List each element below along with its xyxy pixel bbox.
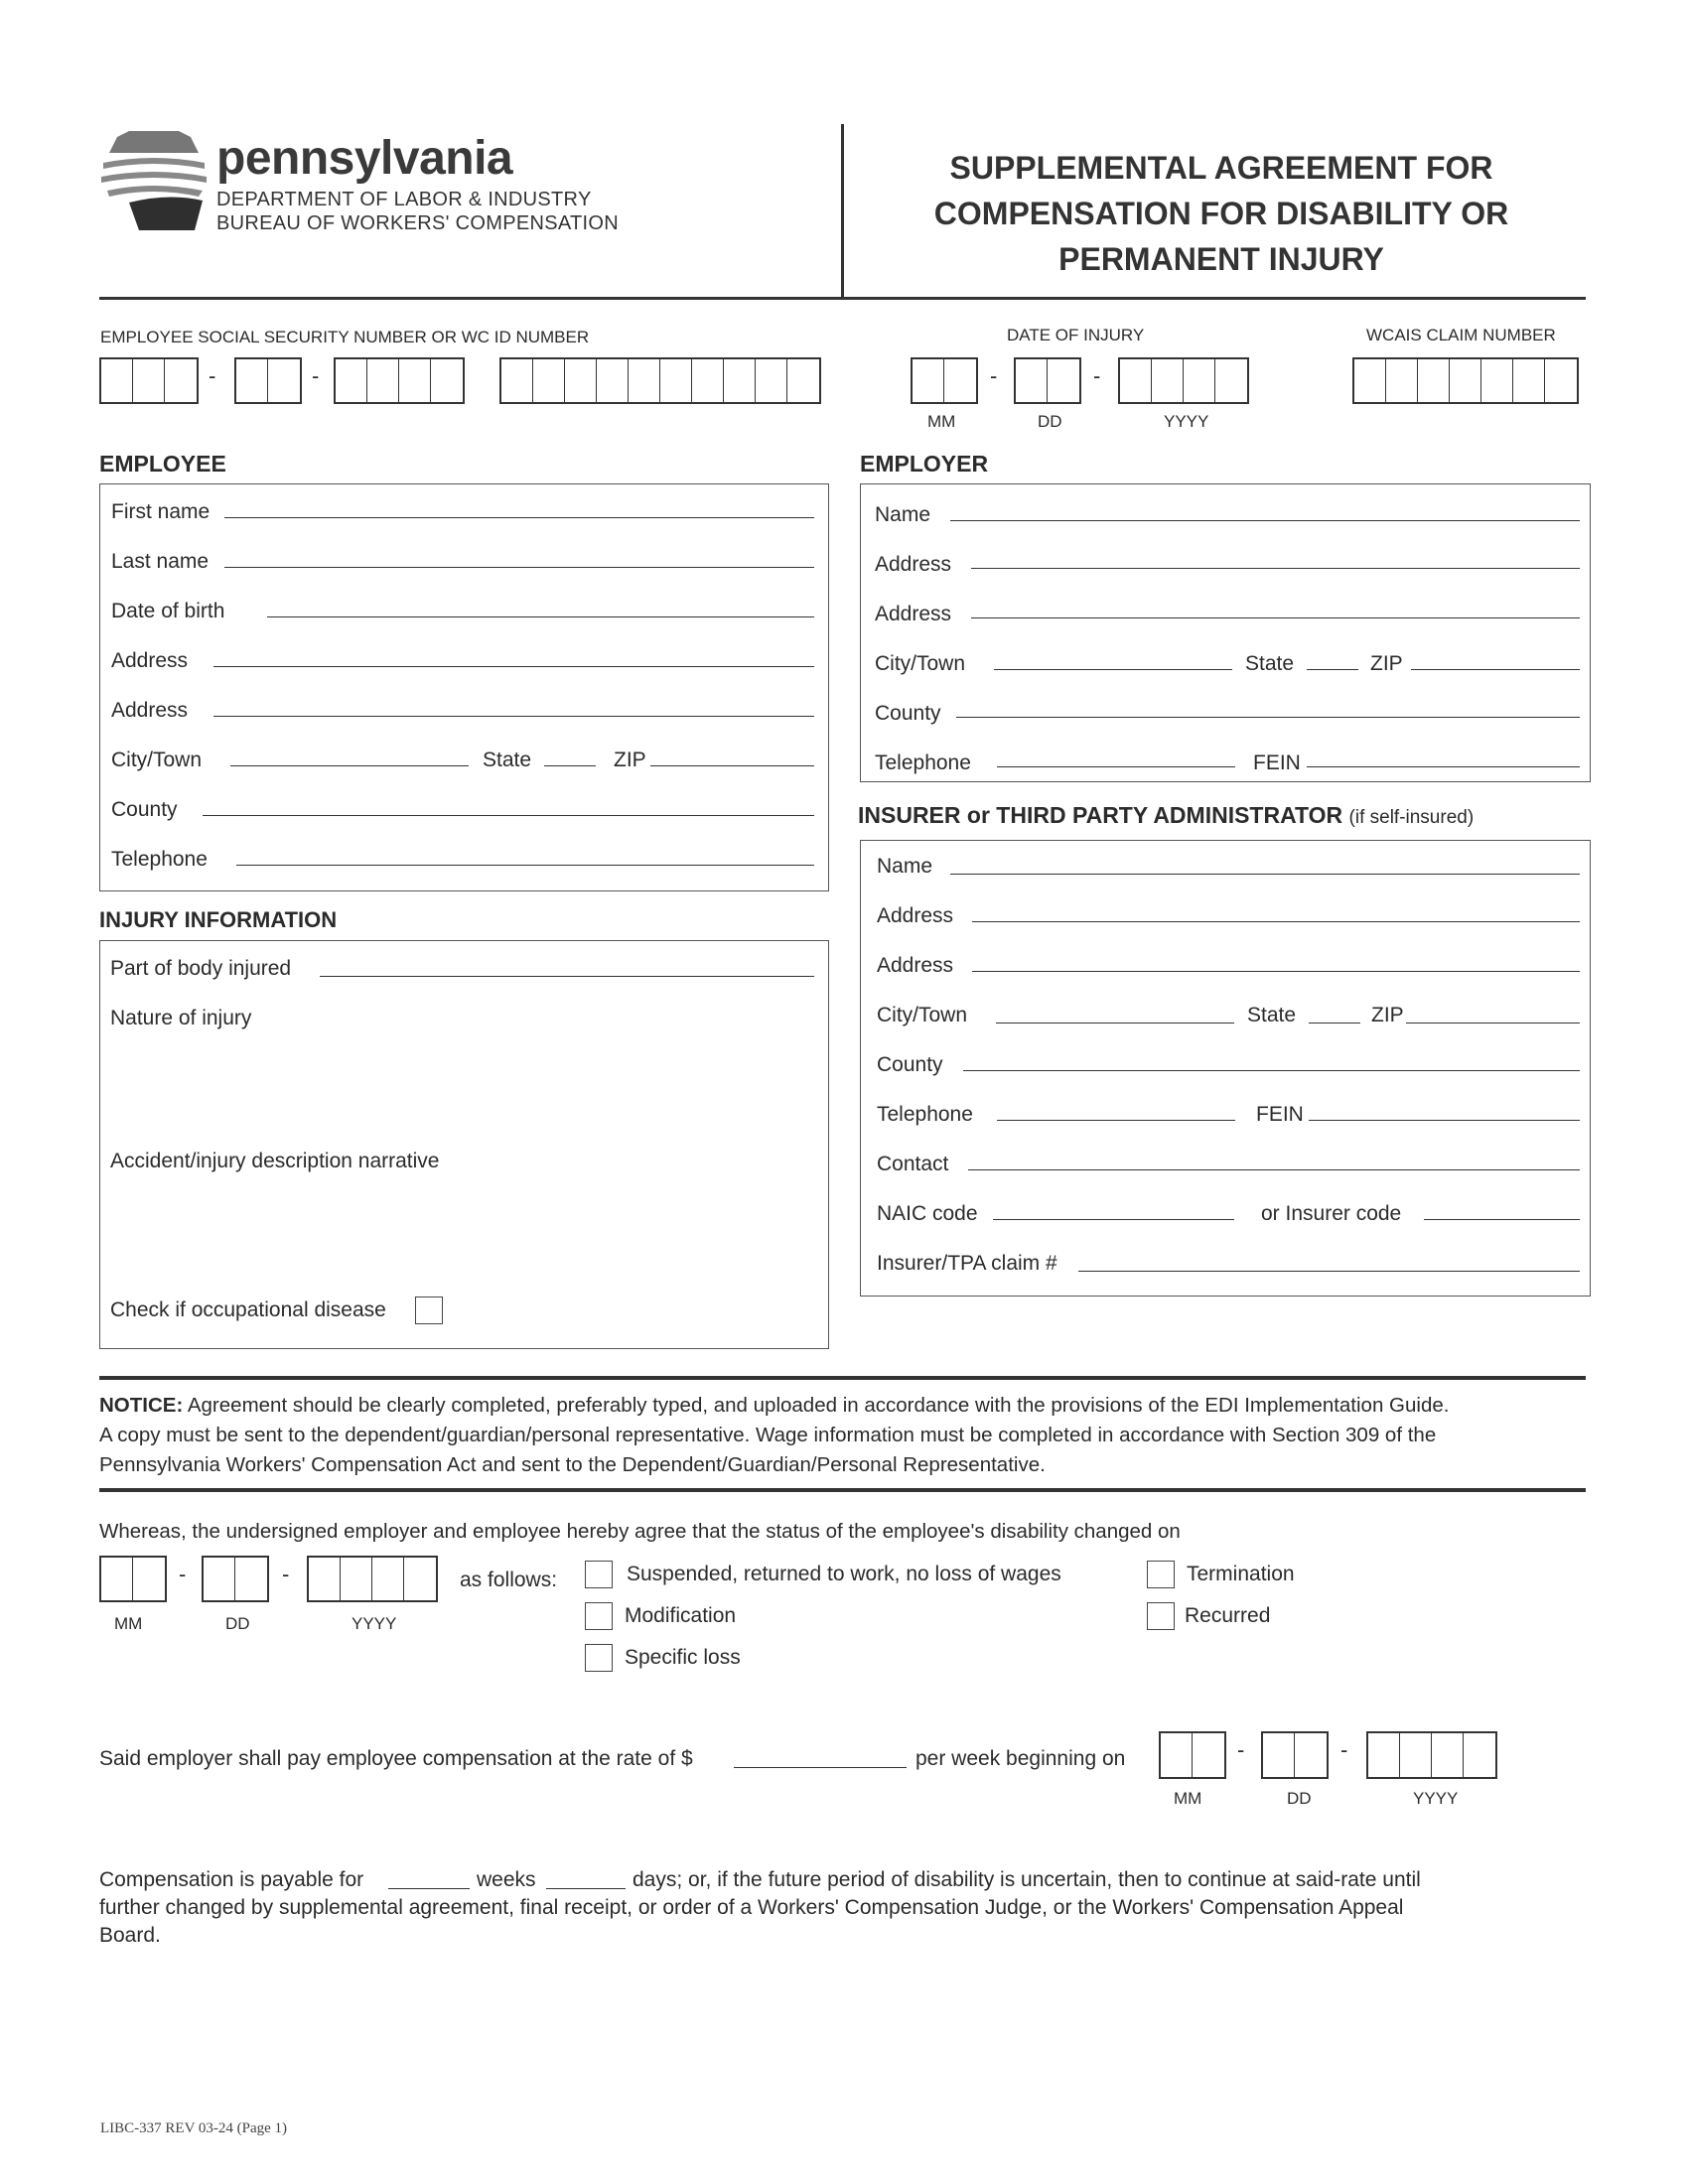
ssn-part-3-boxes[interactable] <box>334 357 465 404</box>
change-mm-caption: MM <box>114 1614 143 1633</box>
bureau-name: BUREAU OF WORKERS' COMPENSATION <box>216 212 620 234</box>
rate-suffix-text: per week beginning on <box>915 1747 1126 1770</box>
insurer-code-label: or Insurer code <box>1261 1202 1402 1225</box>
employee-address1-label: Address <box>111 649 189 672</box>
employee-first-name-field[interactable] <box>224 517 814 518</box>
begin-dd-boxes[interactable] <box>1261 1731 1329 1779</box>
recurred-checkbox[interactable] <box>1147 1602 1175 1630</box>
employer-city-field[interactable] <box>994 669 1232 670</box>
employee-city-label: City/Town <box>111 749 203 771</box>
insurer-claim-label: Insurer/TPA claim # <box>877 1252 1057 1275</box>
notice-line-3: Pennsylvania Workers' Compensation Act and sent to the Dependent/Guardian/Personal Representative. <box>99 1453 1046 1476</box>
insurer-city-field[interactable] <box>996 1023 1234 1024</box>
specific-loss-label: Specific loss <box>625 1646 741 1669</box>
doi-dash-2: - <box>1093 363 1101 388</box>
begin-dd-caption: DD <box>1287 1789 1312 1808</box>
employer-zip-label: ZIP <box>1370 652 1403 675</box>
employer-city-label: City/Town <box>875 652 966 675</box>
doi-yyyy-boxes[interactable] <box>1118 357 1249 404</box>
insurer-fein-label: FEIN <box>1256 1103 1304 1126</box>
employee-dob-field[interactable] <box>267 616 814 617</box>
employer-fein-field[interactable] <box>1307 766 1580 767</box>
insurer-address2-label: Address <box>877 954 954 977</box>
notice-bold: NOTICE: <box>99 1394 184 1417</box>
termination-label: Termination <box>1187 1563 1295 1585</box>
insurer-county-label: County <box>877 1053 943 1076</box>
header-divider <box>841 124 844 298</box>
notice-bottom-rule <box>99 1488 1586 1492</box>
body-part-field[interactable] <box>320 976 814 977</box>
specific-loss-checkbox[interactable] <box>585 1644 613 1672</box>
employee-last-name-field[interactable] <box>224 567 814 568</box>
insurer-naic-label: NAIC code <box>877 1202 978 1225</box>
ssn-part-1-boxes[interactable] <box>99 357 199 404</box>
employer-address1-field[interactable] <box>971 568 1580 569</box>
change-yyyy-caption: YYYY <box>352 1614 397 1633</box>
insurer-address1-field[interactable] <box>972 921 1580 922</box>
doi-dd-caption: DD <box>1038 412 1062 431</box>
employer-fein-label: FEIN <box>1253 751 1301 774</box>
notice-line-1-text: Agreement should be clearly completed, preferably typed, and uploaded in accordance with the provisions of the EDI Implementation Guide. <box>187 1394 1450 1417</box>
employer-section-title: EMPLOYER <box>860 451 989 477</box>
employee-dob-label: Date of birth <box>111 600 225 622</box>
nature-of-injury-label: Nature of injury <box>110 1007 252 1029</box>
notice-line-2: A copy must be sent to the dependent/guardian/personal representative. Wage information must be completed in accordance with Section 309 of the <box>99 1424 1437 1446</box>
suspended-label: Suspended, returned to work, no loss of wages <box>627 1563 1061 1585</box>
insurer-address1-label: Address <box>877 904 954 927</box>
employee-zip-label: ZIP <box>614 749 646 771</box>
insurer-name-label: Name <box>877 855 933 878</box>
change-dash-2: - <box>282 1562 290 1586</box>
insurer-section-title-note: (if self-insured) <box>1348 807 1475 828</box>
date-of-injury-label: DATE OF INJURY <box>1007 326 1145 344</box>
doi-yyyy-caption: YYYY <box>1164 412 1209 431</box>
whereas-text: Whereas, the undersigned employer and employee hereby agree that the status of the employee's disability changed on <box>99 1520 1181 1543</box>
wc-id-boxes[interactable] <box>499 357 821 404</box>
termination-checkbox[interactable] <box>1147 1561 1175 1588</box>
insurer-contact-field[interactable] <box>968 1169 1580 1170</box>
employee-address1-field[interactable] <box>213 666 814 667</box>
begin-yyyy-caption: YYYY <box>1413 1789 1459 1808</box>
body-part-label: Part of body injured <box>110 957 292 980</box>
employer-address1-label: Address <box>875 553 952 576</box>
insurer-telephone-field[interactable] <box>997 1120 1235 1121</box>
occupational-disease-label: Check if occupational disease <box>110 1298 386 1321</box>
narrative-label: Accident/injury description narrative <box>110 1150 440 1172</box>
comp-prefix-text: Compensation is payable for <box>99 1868 364 1891</box>
recurred-label: Recurred <box>1185 1604 1271 1627</box>
insurer-zip-label: ZIP <box>1371 1004 1404 1026</box>
form-title-line-1: SUPPLEMENTAL AGREEMENT FOR <box>949 150 1493 186</box>
form-title-line-3: PERMANENT INJURY <box>1058 241 1384 277</box>
change-yyyy-boxes[interactable] <box>307 1556 438 1602</box>
begin-dash-1: - <box>1237 1737 1245 1762</box>
insurer-name-field[interactable] <box>950 874 1580 875</box>
employer-county-label: County <box>875 702 941 725</box>
modification-checkbox[interactable] <box>585 1602 613 1630</box>
rate-amount-field[interactable] <box>734 1767 907 1768</box>
employee-city-field[interactable] <box>230 765 469 766</box>
employee-first-name-label: First name <box>111 500 211 523</box>
doi-mm-boxes[interactable] <box>911 357 978 404</box>
insurer-claim-field[interactable] <box>1078 1271 1580 1272</box>
employer-state-label: State <box>1245 652 1295 675</box>
as-follows-label: as follows: <box>460 1569 558 1591</box>
employer-name-field[interactable] <box>950 520 1580 521</box>
injury-section-title: INJURY INFORMATION <box>99 907 338 932</box>
rate-prefix-text: Said employer shall pay employee compensation at the rate of $ <box>99 1747 693 1770</box>
insurer-county-field[interactable] <box>963 1070 1580 1071</box>
insurer-state-label: State <box>1247 1004 1297 1026</box>
employee-state-field[interactable] <box>544 765 596 766</box>
comp-line-3: Board. <box>99 1924 161 1947</box>
insurer-contact-label: Contact <box>877 1153 949 1175</box>
employee-last-name-label: Last name <box>111 550 210 573</box>
employee-address2-label: Address <box>111 699 189 722</box>
wcais-label: WCAIS CLAIM NUMBER <box>1366 326 1556 344</box>
employer-county-field[interactable] <box>956 717 1580 718</box>
form-title-line-2: COMPENSATION FOR DISABILITY OR <box>933 196 1509 231</box>
employee-section-title: EMPLOYEE <box>99 451 226 477</box>
insurer-zip-field[interactable] <box>1406 1023 1580 1024</box>
notice-top-rule <box>99 1376 1586 1380</box>
modification-label: Modification <box>625 1604 737 1627</box>
insurer-address2-field[interactable] <box>972 971 1580 972</box>
ssn-label: EMPLOYEE SOCIAL SECURITY NUMBER OR WC ID NUMBER <box>100 328 590 346</box>
employer-address2-field[interactable] <box>971 617 1580 618</box>
change-mm-boxes[interactable] <box>99 1556 167 1602</box>
employee-zip-field[interactable] <box>650 765 814 766</box>
ssn-dash-2: - <box>312 363 320 388</box>
employer-telephone-label: Telephone <box>875 751 971 774</box>
nature-of-injury-area[interactable] <box>110 1036 815 1146</box>
change-dd-caption: DD <box>225 1614 250 1633</box>
change-dash-1: - <box>179 1562 187 1586</box>
insurer-state-field[interactable] <box>1309 1023 1360 1024</box>
employer-address2-label: Address <box>875 603 952 625</box>
insurer-fein-field[interactable] <box>1309 1120 1580 1121</box>
comp-weeks-field[interactable] <box>388 1888 470 1889</box>
employer-name-label: Name <box>875 503 931 526</box>
department-name: DEPARTMENT OF LABOR & INDUSTRY <box>216 189 592 210</box>
change-dd-boxes[interactable] <box>202 1556 269 1602</box>
employer-telephone-field[interactable] <box>997 766 1235 767</box>
suspended-checkbox[interactable] <box>585 1561 613 1588</box>
begin-mm-boxes[interactable] <box>1159 1731 1226 1779</box>
doi-mm-caption: MM <box>927 412 956 431</box>
notice-text <box>99 1391 1589 1480</box>
insurer-section-title <box>858 802 1474 829</box>
employee-county-field[interactable] <box>203 815 814 816</box>
employer-zip-field[interactable] <box>1411 669 1580 670</box>
comp-weeks-text: weeks <box>477 1868 536 1891</box>
employee-telephone-label: Telephone <box>111 848 208 871</box>
header-rule <box>99 297 1586 300</box>
insurer-code-field[interactable] <box>1424 1219 1580 1220</box>
form-title <box>864 145 1579 282</box>
keystone-logo-icon <box>99 131 209 230</box>
occupational-disease-checkbox[interactable] <box>415 1297 443 1324</box>
pa-logo <box>99 131 209 230</box>
begin-mm-caption: MM <box>1174 1789 1202 1808</box>
employee-box <box>99 483 829 891</box>
employee-county-label: County <box>111 798 178 821</box>
insurer-city-label: City/Town <box>877 1004 968 1026</box>
employee-address2-field[interactable] <box>213 716 814 717</box>
comp-days-text: days; or, if the future period of disability is uncertain, then to continue at said-rate until <box>633 1868 1421 1891</box>
insurer-box <box>860 840 1591 1297</box>
comp-line-2: further changed by supplemental agreement, final receipt, or order of a Workers' Compensation Judge, or the Workers' Compensation Appeal <box>99 1896 1404 1919</box>
employer-box <box>860 483 1591 782</box>
wcais-boxes[interactable] <box>1352 357 1579 404</box>
doi-dash-1: - <box>990 363 998 388</box>
notice-line-1 <box>99 1391 1589 1421</box>
comp-days-field[interactable] <box>546 1888 626 1889</box>
insurer-section-title-text: INSURER or THIRD PARTY ADMINISTRATOR <box>858 802 1343 828</box>
begin-yyyy-boxes[interactable] <box>1366 1731 1497 1779</box>
employer-state-field[interactable] <box>1307 669 1358 670</box>
ssn-part-2-boxes[interactable] <box>234 357 302 404</box>
begin-dash-2: - <box>1340 1737 1348 1762</box>
form-id: LIBC-337 REV 03-24 (Page 1) <box>100 2120 288 2136</box>
employee-state-label: State <box>483 749 532 771</box>
insurer-naic-field[interactable] <box>993 1219 1234 1220</box>
insurer-telephone-label: Telephone <box>877 1103 973 1126</box>
ssn-dash-1: - <box>209 363 216 388</box>
employee-telephone-field[interactable] <box>236 865 814 866</box>
doi-dd-boxes[interactable] <box>1014 357 1081 404</box>
narrative-area[interactable] <box>110 1179 815 1289</box>
logo-wordmark: pennsylvania <box>216 132 513 185</box>
